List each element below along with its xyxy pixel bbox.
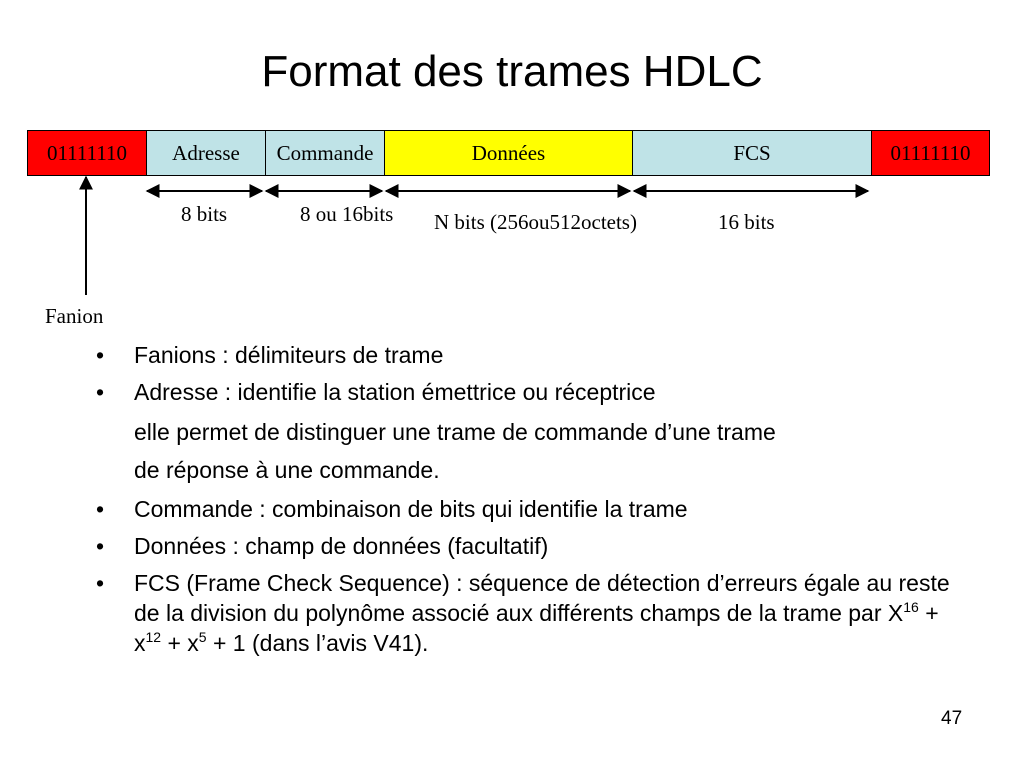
bullet-fcs [134,568,956,658]
size-arrows [0,0,1024,330]
list-item [96,531,956,561]
exponent-16: 16 [903,599,919,615]
bullet-address: Adresse : identifie la station émettrice ou réceptrice [134,379,656,405]
slide-title: Format des trames HDLC [261,47,763,96]
list-item [96,377,956,407]
exponent-5: 5 [198,629,207,645]
flag-field-end: 01111110 [872,131,990,175]
bullet-list [96,340,956,665]
data-size-label: N bits (256ou512octets) [434,210,637,234]
command-field: Commande [266,131,385,175]
bullet-flags: Fanions : délimiteurs de trame [134,342,444,368]
fcs-size-label: 16 bits [718,210,775,234]
fcs-plus-x-2: + x [161,630,199,656]
bullet-command: Commande : combinaison de bits qui identifie la trame [134,496,688,522]
data-field: Données [385,131,633,175]
fcs-text: FCS (Frame Check Sequence) : séquence de détection d’erreurs égale au reste de la division du polynôme associé aux différents champs de la trame par X [134,570,950,626]
list-item [96,494,956,524]
fcs-plus-x-1: + x [134,600,939,656]
list-item [96,568,956,658]
page-number: 47 [941,708,963,729]
exponent-12: 12 [145,629,162,645]
fcs-end-text: + 1 (dans l’avis V41). [206,630,429,656]
bullet-marker: • [96,379,105,405]
flag-label: Fanion [45,304,104,328]
bullet-marker: • [96,496,105,522]
bullet-marker: • [96,342,105,368]
bullet-data: Données : champ de données (facultatif) [134,533,549,559]
bullet-address-continuation-1: elle permet de distinguer une trame de commande d’une trame [134,419,776,445]
bullet-marker: • [96,533,105,559]
address-size-label: 8 bits [181,202,228,226]
flag-field-start: 01111110 [28,131,147,175]
fcs-field: FCS [633,131,872,175]
list-item [96,340,956,370]
bullet-marker: • [96,570,105,596]
bullet-address-continuation-2: de réponse à une commande. [134,457,440,483]
command-size-label: 8 ou 16bits [300,202,394,226]
address-field: Adresse [147,131,266,175]
